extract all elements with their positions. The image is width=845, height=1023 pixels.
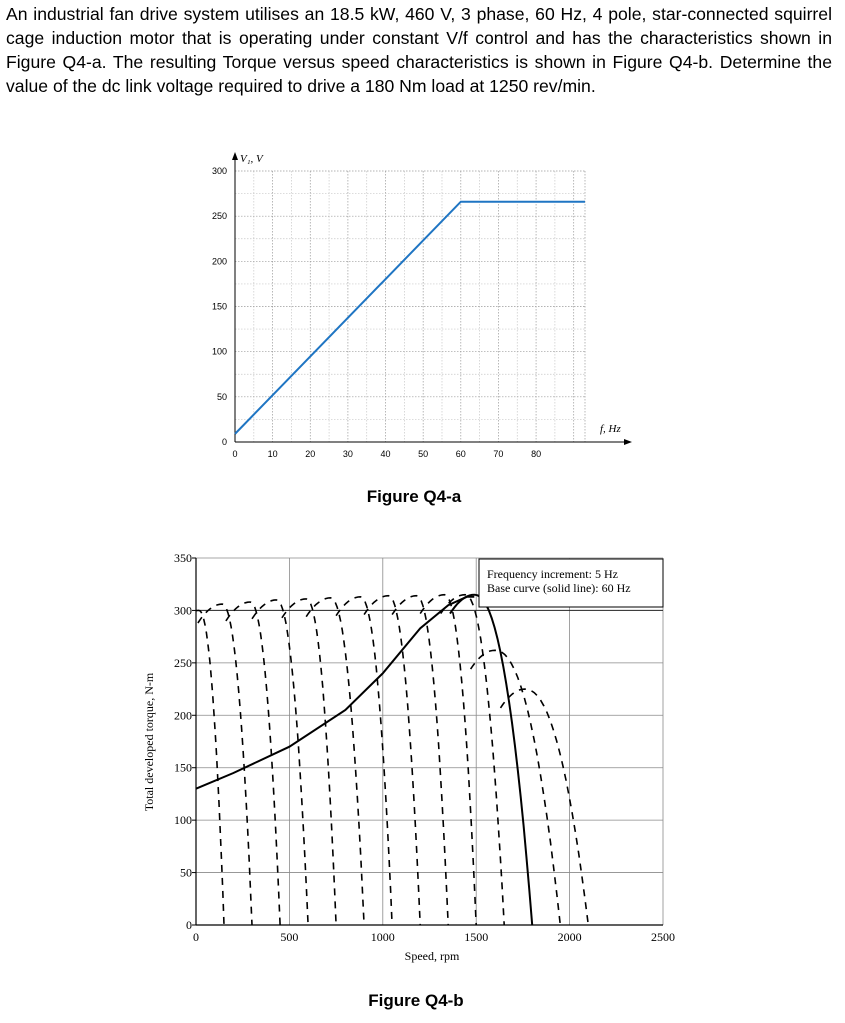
torque-curve-40hz: [364, 596, 420, 925]
x-tick-label: 0: [193, 930, 199, 944]
y-tick-label: 250: [174, 655, 192, 670]
max-torque-locus-line: [196, 597, 474, 789]
torque-curve-65hz: [471, 650, 561, 925]
fig-b-axes: [196, 558, 663, 925]
x-tick-label: 70: [493, 449, 504, 459]
fig-b-legend-box: [479, 559, 663, 607]
torque-curve-50hz: [420, 595, 476, 925]
x-tick-label: 2500: [651, 930, 675, 944]
x-tick-label: 60: [455, 449, 466, 459]
y-tick-label: 100: [174, 813, 192, 828]
fig-a-ylabel: V₁, V: [240, 153, 263, 165]
x-tick-label: 1000: [370, 930, 395, 944]
y-tick-label: 200: [211, 256, 227, 267]
y-tick-label: 200: [174, 708, 192, 723]
fig-b-grid: [196, 558, 663, 925]
torque-curve-30hz: [306, 598, 364, 925]
fig-b-ylabel: Total developed torque, N-m: [142, 672, 156, 812]
y-tick-label: 150: [174, 760, 192, 775]
x-tick-label: 50: [418, 449, 429, 459]
torque-curve-70hz: [501, 689, 589, 925]
fig-b-max-torque-locus: [196, 597, 474, 789]
figure-a-caption: Figure Q4-a: [366, 487, 462, 506]
x-tick-label: 0: [232, 449, 238, 459]
x-tick-label: 10: [267, 449, 278, 459]
y-tick-label: 300: [211, 166, 227, 176]
x-tick-label: 1500: [464, 930, 489, 944]
figure-b-caption: Figure Q4-b: [368, 991, 464, 1010]
x-tick-label: 30: [342, 449, 353, 459]
y-tick-label: 250: [211, 211, 227, 222]
y-tick-label: 50: [216, 391, 227, 402]
x-tick-label: 2000: [557, 930, 582, 944]
torque-curve-10hz: [198, 604, 252, 925]
y-tick-label: 100: [211, 346, 227, 357]
y-tick-label: 150: [211, 301, 227, 312]
x-tick-label: 80: [531, 449, 542, 459]
x-tick-label: 40: [380, 449, 391, 459]
fig-a-xlabel: f, Hz: [600, 423, 621, 435]
legend-text-line: Base curve (solid line): 60 Hz: [487, 581, 631, 595]
fig-b-torque-curves: [196, 595, 588, 925]
y-tick-label: 50: [180, 865, 192, 880]
fig-b-xlabel: Speed, rpm: [404, 949, 460, 963]
torque-curve-45hz: [392, 596, 448, 925]
torque-curve-60hz: [450, 595, 532, 925]
y-tick-label: 0: [221, 437, 227, 447]
torque-curve-55hz: [441, 595, 505, 925]
y-tick-label: 300: [174, 603, 192, 618]
question-text: An industrial fan drive system utilises an 18.5 kW, 460 V, 3 phase, 60 Hz, 4 pole, star-connected squirrel cage induction motor that is operating under constant V/f control and has the characteristics shown in Figure Q4-a. The resulting Torque versus speed characteristics is shown in Figure Q4-b. Determine the value of the dc link voltage required to drive a 180 Nm load at 1250 rev/min.: [6, 4, 832, 96]
y-tick-label: 350: [174, 551, 192, 565]
x-tick-label: 20: [305, 449, 316, 459]
x-tick-label: 500: [280, 930, 299, 944]
y-tick-label: 0: [186, 918, 192, 932]
legend-text-line: Frequency increment: 5 Hz: [487, 567, 618, 581]
torque-curve-20hz: [252, 600, 308, 925]
